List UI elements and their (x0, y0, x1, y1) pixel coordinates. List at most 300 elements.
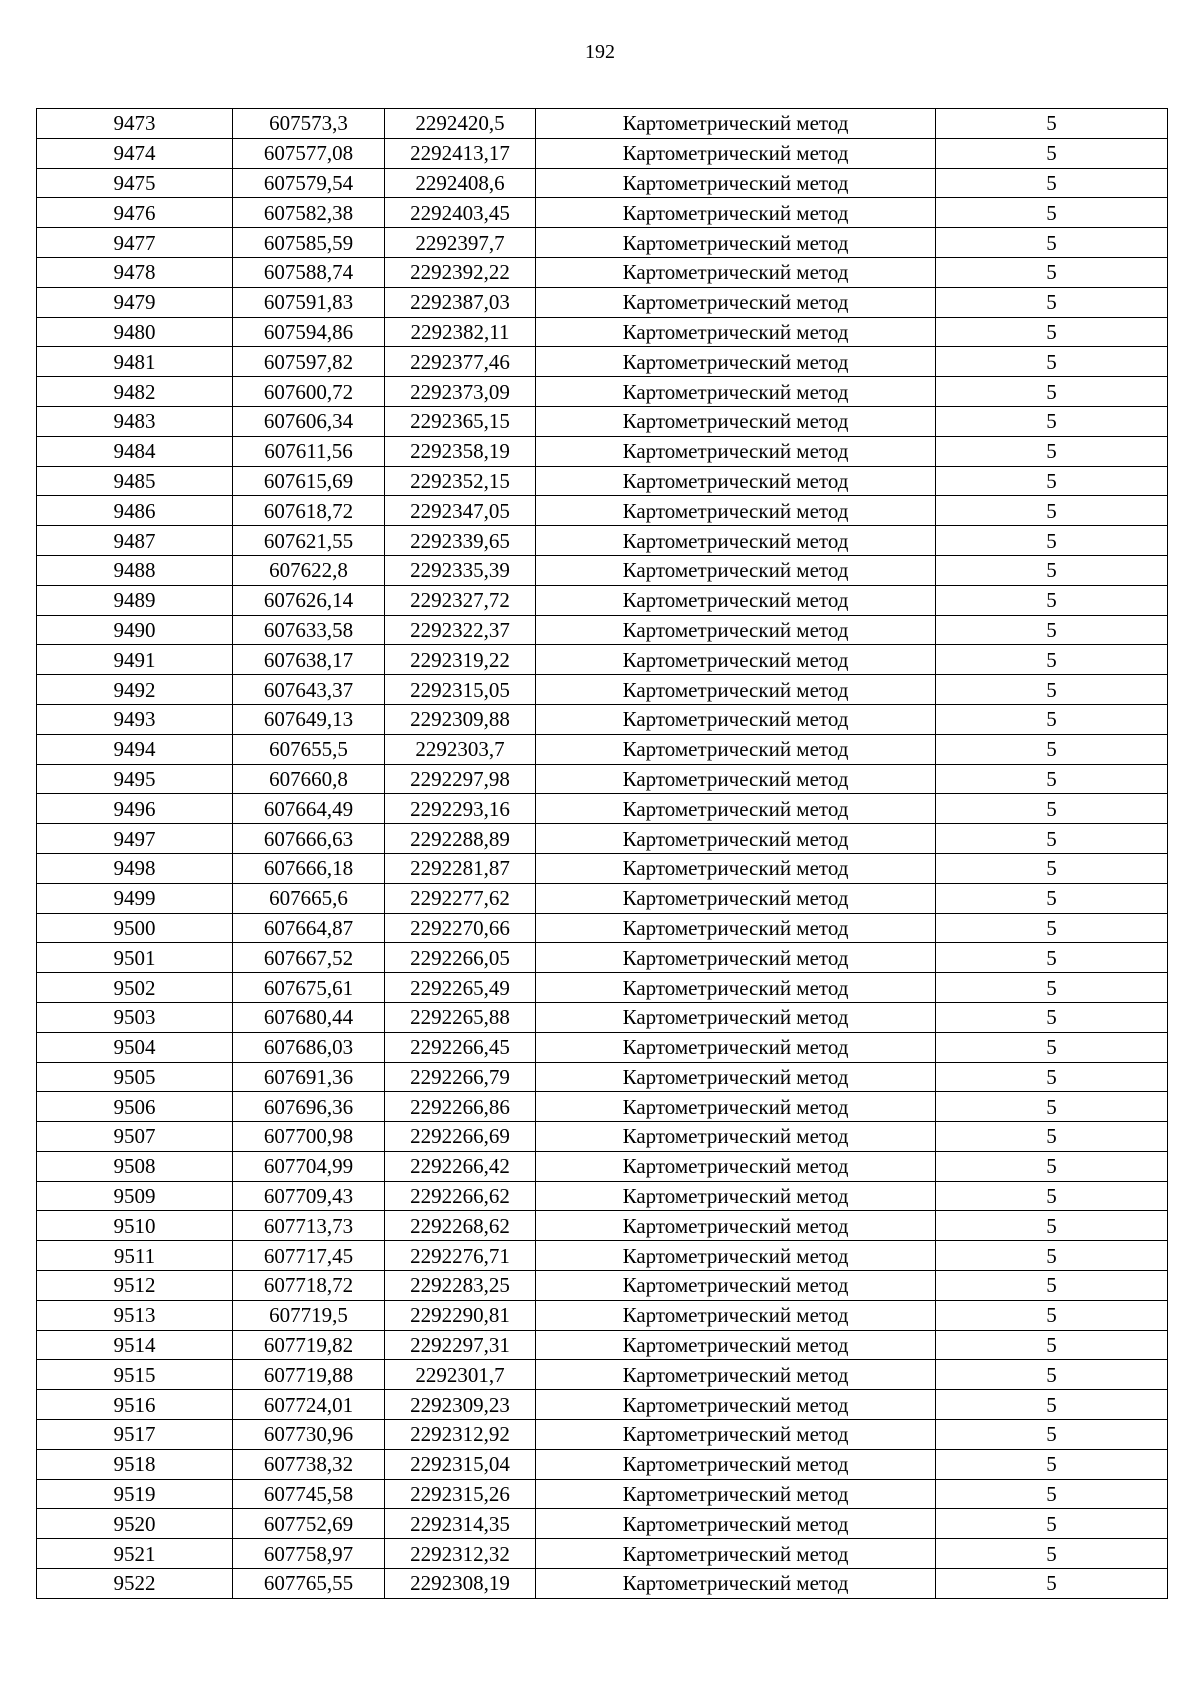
accuracy-cell: 5 (936, 1122, 1168, 1152)
y-coordinate-cell: 2292265,88 (385, 1002, 536, 1032)
y-coordinate-cell: 2292312,32 (385, 1539, 536, 1569)
point-number-cell: 9493 (37, 704, 233, 734)
x-coordinate-cell: 607649,13 (233, 704, 385, 734)
table-row (37, 824, 1168, 854)
accuracy-cell: 5 (936, 287, 1168, 317)
point-number-cell: 9500 (37, 913, 233, 943)
y-coordinate-cell: 2292387,03 (385, 287, 536, 317)
x-coordinate-cell: 607738,32 (233, 1449, 385, 1479)
method-cell: Картометрический метод (536, 585, 936, 615)
y-coordinate-cell: 2292266,45 (385, 1032, 536, 1062)
y-coordinate-cell: 2292315,26 (385, 1479, 536, 1509)
point-number-cell: 9499 (37, 883, 233, 913)
table-row (37, 704, 1168, 734)
point-number-cell: 9514 (37, 1330, 233, 1360)
x-coordinate-cell: 607717,45 (233, 1241, 385, 1271)
y-coordinate-cell: 2292293,16 (385, 794, 536, 824)
method-cell: Картометрический метод (536, 1509, 936, 1539)
method-cell: Картометрический метод (536, 1420, 936, 1450)
x-coordinate-cell: 607591,83 (233, 287, 385, 317)
table-row (37, 138, 1168, 168)
y-coordinate-cell: 2292322,37 (385, 615, 536, 645)
point-number-cell: 9481 (37, 347, 233, 377)
table-row (37, 257, 1168, 287)
y-coordinate-cell: 2292270,66 (385, 913, 536, 943)
accuracy-cell: 5 (936, 1062, 1168, 1092)
method-cell: Картометрический метод (536, 168, 936, 198)
y-coordinate-cell: 2292358,19 (385, 436, 536, 466)
y-coordinate-cell: 2292266,42 (385, 1151, 536, 1181)
method-cell: Картометрический метод (536, 764, 936, 794)
x-coordinate-cell: 607713,73 (233, 1211, 385, 1241)
x-coordinate-cell: 607615,69 (233, 466, 385, 496)
y-coordinate-cell: 2292377,46 (385, 347, 536, 377)
x-coordinate-cell: 607724,01 (233, 1390, 385, 1420)
accuracy-cell: 5 (936, 347, 1168, 377)
table-row (37, 1539, 1168, 1569)
point-number-cell: 9484 (37, 436, 233, 466)
table-row (37, 228, 1168, 258)
table-row (37, 555, 1168, 585)
accuracy-cell: 5 (936, 883, 1168, 913)
table-row (37, 734, 1168, 764)
accuracy-cell: 5 (936, 257, 1168, 287)
y-coordinate-cell: 2292365,15 (385, 406, 536, 436)
table-row (37, 943, 1168, 973)
point-number-cell: 9497 (37, 824, 233, 854)
accuracy-cell: 5 (936, 585, 1168, 615)
accuracy-cell: 5 (936, 109, 1168, 139)
table-row (37, 1449, 1168, 1479)
point-number-cell: 9515 (37, 1360, 233, 1390)
accuracy-cell: 5 (936, 406, 1168, 436)
y-coordinate-cell: 2292347,05 (385, 496, 536, 526)
y-coordinate-cell: 2292308,19 (385, 1569, 536, 1599)
y-coordinate-cell: 2292268,62 (385, 1211, 536, 1241)
point-number-cell: 9505 (37, 1062, 233, 1092)
table-row (37, 526, 1168, 556)
x-coordinate-cell: 607643,37 (233, 675, 385, 705)
x-coordinate-cell: 607577,08 (233, 138, 385, 168)
x-coordinate-cell: 607664,49 (233, 794, 385, 824)
table-row (37, 109, 1168, 139)
method-cell: Картометрический метод (536, 1390, 936, 1420)
point-number-cell: 9491 (37, 645, 233, 675)
point-number-cell: 9475 (37, 168, 233, 198)
method-cell: Картометрический метод (536, 377, 936, 407)
x-coordinate-cell: 607573,3 (233, 109, 385, 139)
y-coordinate-cell: 2292277,62 (385, 883, 536, 913)
table-row (37, 1211, 1168, 1241)
x-coordinate-cell: 607730,96 (233, 1420, 385, 1450)
accuracy-cell: 5 (936, 377, 1168, 407)
y-coordinate-cell: 2292382,11 (385, 317, 536, 347)
accuracy-cell: 5 (936, 913, 1168, 943)
x-coordinate-cell: 607719,88 (233, 1360, 385, 1390)
method-cell: Картометрический метод (536, 1181, 936, 1211)
point-number-cell: 9482 (37, 377, 233, 407)
point-number-cell: 9517 (37, 1420, 233, 1450)
y-coordinate-cell: 2292312,92 (385, 1420, 536, 1450)
method-cell: Картометрический метод (536, 1122, 936, 1152)
x-coordinate-cell: 607579,54 (233, 168, 385, 198)
table-row (37, 1420, 1168, 1450)
accuracy-cell: 5 (936, 1181, 1168, 1211)
method-cell: Картометрический метод (536, 228, 936, 258)
point-number-cell: 9478 (37, 257, 233, 287)
y-coordinate-cell: 2292281,87 (385, 853, 536, 883)
accuracy-cell: 5 (936, 198, 1168, 228)
y-coordinate-cell: 2292266,86 (385, 1092, 536, 1122)
y-coordinate-cell: 2292335,39 (385, 555, 536, 585)
point-number-cell: 9489 (37, 585, 233, 615)
method-cell: Картометрический метод (536, 317, 936, 347)
accuracy-cell: 5 (936, 1390, 1168, 1420)
accuracy-cell: 5 (936, 138, 1168, 168)
y-coordinate-cell: 2292290,81 (385, 1300, 536, 1330)
x-coordinate-cell: 607606,34 (233, 406, 385, 436)
y-coordinate-cell: 2292301,7 (385, 1360, 536, 1390)
table-row (37, 764, 1168, 794)
x-coordinate-cell: 607622,8 (233, 555, 385, 585)
table-row (37, 377, 1168, 407)
x-coordinate-cell: 607696,36 (233, 1092, 385, 1122)
table-row (37, 1271, 1168, 1301)
accuracy-cell: 5 (936, 645, 1168, 675)
x-coordinate-cell: 607660,8 (233, 764, 385, 794)
point-number-cell: 9503 (37, 1002, 233, 1032)
y-coordinate-cell: 2292297,31 (385, 1330, 536, 1360)
method-cell: Картометрический метод (536, 1151, 936, 1181)
accuracy-cell: 5 (936, 436, 1168, 466)
y-coordinate-cell: 2292265,49 (385, 973, 536, 1003)
method-cell: Картометрический метод (536, 913, 936, 943)
table-row (37, 347, 1168, 377)
method-cell: Картометрический метод (536, 1211, 936, 1241)
accuracy-cell: 5 (936, 1092, 1168, 1122)
point-number-cell: 9502 (37, 973, 233, 1003)
table-row (37, 1062, 1168, 1092)
accuracy-cell: 5 (936, 1509, 1168, 1539)
x-coordinate-cell: 607621,55 (233, 526, 385, 556)
table-row (37, 1241, 1168, 1271)
point-number-cell: 9483 (37, 406, 233, 436)
table-row (37, 585, 1168, 615)
y-coordinate-cell: 2292352,15 (385, 466, 536, 496)
method-cell: Картометрический метод (536, 615, 936, 645)
method-cell: Картометрический метод (536, 1360, 936, 1390)
method-cell: Картометрический метод (536, 436, 936, 466)
point-number-cell: 9494 (37, 734, 233, 764)
table-row (37, 317, 1168, 347)
method-cell: Картометрический метод (536, 555, 936, 585)
x-coordinate-cell: 607691,36 (233, 1062, 385, 1092)
table-row (37, 1330, 1168, 1360)
point-number-cell: 9521 (37, 1539, 233, 1569)
point-number-cell: 9508 (37, 1151, 233, 1181)
method-cell: Картометрический метод (536, 138, 936, 168)
accuracy-cell: 5 (936, 824, 1168, 854)
table-row (37, 198, 1168, 228)
accuracy-cell: 5 (936, 1539, 1168, 1569)
x-coordinate-cell: 607719,5 (233, 1300, 385, 1330)
table-row (37, 913, 1168, 943)
method-cell: Картометрический метод (536, 1330, 936, 1360)
point-number-cell: 9479 (37, 287, 233, 317)
accuracy-cell: 5 (936, 615, 1168, 645)
x-coordinate-cell: 607666,18 (233, 853, 385, 883)
x-coordinate-cell: 607680,44 (233, 1002, 385, 1032)
y-coordinate-cell: 2292397,7 (385, 228, 536, 258)
method-cell: Картометрический метод (536, 943, 936, 973)
x-coordinate-cell: 607665,6 (233, 883, 385, 913)
y-coordinate-cell: 2292266,69 (385, 1122, 536, 1152)
accuracy-cell: 5 (936, 943, 1168, 973)
point-number-cell: 9474 (37, 138, 233, 168)
y-coordinate-cell: 2292309,23 (385, 1390, 536, 1420)
accuracy-cell: 5 (936, 764, 1168, 794)
y-coordinate-cell: 2292315,05 (385, 675, 536, 705)
x-coordinate-cell: 607618,72 (233, 496, 385, 526)
method-cell: Картометрический метод (536, 1062, 936, 1092)
table-row (37, 883, 1168, 913)
method-cell: Картометрический метод (536, 973, 936, 1003)
x-coordinate-cell: 607626,14 (233, 585, 385, 615)
y-coordinate-cell: 2292413,17 (385, 138, 536, 168)
table-row (37, 1122, 1168, 1152)
x-coordinate-cell: 607686,03 (233, 1032, 385, 1062)
method-cell: Картометрический метод (536, 257, 936, 287)
table-row (37, 645, 1168, 675)
x-coordinate-cell: 607611,56 (233, 436, 385, 466)
method-cell: Картометрический метод (536, 1300, 936, 1330)
table-row (37, 1002, 1168, 1032)
y-coordinate-cell: 2292339,65 (385, 526, 536, 556)
y-coordinate-cell: 2292408,6 (385, 168, 536, 198)
y-coordinate-cell: 2292392,22 (385, 257, 536, 287)
table-row (37, 168, 1168, 198)
x-coordinate-cell: 607704,99 (233, 1151, 385, 1181)
point-number-cell: 9480 (37, 317, 233, 347)
point-number-cell: 9513 (37, 1300, 233, 1330)
accuracy-cell: 5 (936, 1151, 1168, 1181)
x-coordinate-cell: 607667,52 (233, 943, 385, 973)
point-number-cell: 9516 (37, 1390, 233, 1420)
point-number-cell: 9511 (37, 1241, 233, 1271)
x-coordinate-cell: 607588,74 (233, 257, 385, 287)
method-cell: Картометрический метод (536, 1241, 936, 1271)
point-number-cell: 9512 (37, 1271, 233, 1301)
table-row (37, 1151, 1168, 1181)
point-number-cell: 9496 (37, 794, 233, 824)
table-row (37, 1360, 1168, 1390)
accuracy-cell: 5 (936, 1360, 1168, 1390)
point-number-cell: 9519 (37, 1479, 233, 1509)
table-row (37, 973, 1168, 1003)
table-row (37, 436, 1168, 466)
x-coordinate-cell: 607765,55 (233, 1569, 385, 1599)
point-number-cell: 9522 (37, 1569, 233, 1599)
coordinates-table-body (37, 109, 1168, 1599)
x-coordinate-cell: 607638,17 (233, 645, 385, 675)
method-cell: Картометрический метод (536, 1449, 936, 1479)
accuracy-cell: 5 (936, 1449, 1168, 1479)
point-number-cell: 9485 (37, 466, 233, 496)
method-cell: Картометрический метод (536, 645, 936, 675)
method-cell: Картометрический метод (536, 496, 936, 526)
x-coordinate-cell: 607758,97 (233, 1539, 385, 1569)
table-row (37, 853, 1168, 883)
x-coordinate-cell: 607633,58 (233, 615, 385, 645)
point-number-cell: 9487 (37, 526, 233, 556)
table-row (37, 1569, 1168, 1599)
accuracy-cell: 5 (936, 526, 1168, 556)
y-coordinate-cell: 2292283,25 (385, 1271, 536, 1301)
table-row (37, 1300, 1168, 1330)
accuracy-cell: 5 (936, 1241, 1168, 1271)
coordinates-table (36, 108, 1168, 1599)
point-number-cell: 9490 (37, 615, 233, 645)
method-cell: Картометрический метод (536, 794, 936, 824)
accuracy-cell: 5 (936, 466, 1168, 496)
y-coordinate-cell: 2292266,79 (385, 1062, 536, 1092)
method-cell: Картометрический метод (536, 526, 936, 556)
accuracy-cell: 5 (936, 675, 1168, 705)
table-row (37, 1181, 1168, 1211)
x-coordinate-cell: 607597,82 (233, 347, 385, 377)
table-row (37, 675, 1168, 705)
method-cell: Картометрический метод (536, 347, 936, 377)
y-coordinate-cell: 2292403,45 (385, 198, 536, 228)
method-cell: Картометрический метод (536, 704, 936, 734)
method-cell: Картометрический метод (536, 1479, 936, 1509)
point-number-cell: 9473 (37, 109, 233, 139)
method-cell: Картометрический метод (536, 1002, 936, 1032)
x-coordinate-cell: 607664,87 (233, 913, 385, 943)
method-cell: Картометрический метод (536, 406, 936, 436)
point-number-cell: 9492 (37, 675, 233, 705)
y-coordinate-cell: 2292420,5 (385, 109, 536, 139)
accuracy-cell: 5 (936, 1002, 1168, 1032)
point-number-cell: 9510 (37, 1211, 233, 1241)
x-coordinate-cell: 607718,72 (233, 1271, 385, 1301)
accuracy-cell: 5 (936, 734, 1168, 764)
method-cell: Картометрический метод (536, 734, 936, 764)
table-row (37, 1479, 1168, 1509)
method-cell: Картометрический метод (536, 466, 936, 496)
y-coordinate-cell: 2292276,71 (385, 1241, 536, 1271)
method-cell: Картометрический метод (536, 198, 936, 228)
accuracy-cell: 5 (936, 555, 1168, 585)
y-coordinate-cell: 2292309,88 (385, 704, 536, 734)
accuracy-cell: 5 (936, 1569, 1168, 1599)
x-coordinate-cell: 607709,43 (233, 1181, 385, 1211)
point-number-cell: 9506 (37, 1092, 233, 1122)
point-number-cell: 9498 (37, 853, 233, 883)
y-coordinate-cell: 2292303,7 (385, 734, 536, 764)
method-cell: Картометрический метод (536, 824, 936, 854)
method-cell: Картометрический метод (536, 1569, 936, 1599)
point-number-cell: 9488 (37, 555, 233, 585)
y-coordinate-cell: 2292297,98 (385, 764, 536, 794)
method-cell: Картометрический метод (536, 1032, 936, 1062)
table-row (37, 287, 1168, 317)
x-coordinate-cell: 607585,59 (233, 228, 385, 258)
point-number-cell: 9476 (37, 198, 233, 228)
point-number-cell: 9486 (37, 496, 233, 526)
point-number-cell: 9509 (37, 1181, 233, 1211)
page-number: 192 (585, 41, 615, 63)
method-cell: Картометрический метод (536, 1539, 936, 1569)
y-coordinate-cell: 2292266,62 (385, 1181, 536, 1211)
method-cell: Картометрический метод (536, 287, 936, 317)
method-cell: Картометрический метод (536, 853, 936, 883)
y-coordinate-cell: 2292314,35 (385, 1509, 536, 1539)
accuracy-cell: 5 (936, 794, 1168, 824)
y-coordinate-cell: 2292327,72 (385, 585, 536, 615)
accuracy-cell: 5 (936, 1330, 1168, 1360)
y-coordinate-cell: 2292288,89 (385, 824, 536, 854)
point-number-cell: 9477 (37, 228, 233, 258)
accuracy-cell: 5 (936, 1479, 1168, 1509)
table-row (37, 466, 1168, 496)
accuracy-cell: 5 (936, 1420, 1168, 1450)
accuracy-cell: 5 (936, 228, 1168, 258)
table-row (37, 406, 1168, 436)
table-row (37, 1092, 1168, 1122)
table-row (37, 496, 1168, 526)
x-coordinate-cell: 607600,72 (233, 377, 385, 407)
accuracy-cell: 5 (936, 1032, 1168, 1062)
point-number-cell: 9504 (37, 1032, 233, 1062)
point-number-cell: 9507 (37, 1122, 233, 1152)
table-row (37, 1509, 1168, 1539)
x-coordinate-cell: 607745,58 (233, 1479, 385, 1509)
x-coordinate-cell: 607666,63 (233, 824, 385, 854)
x-coordinate-cell: 607582,38 (233, 198, 385, 228)
accuracy-cell: 5 (936, 1300, 1168, 1330)
point-number-cell: 9520 (37, 1509, 233, 1539)
accuracy-cell: 5 (936, 496, 1168, 526)
method-cell: Картометрический метод (536, 109, 936, 139)
table-row (37, 1390, 1168, 1420)
accuracy-cell: 5 (936, 1271, 1168, 1301)
x-coordinate-cell: 607675,61 (233, 973, 385, 1003)
x-coordinate-cell: 607700,98 (233, 1122, 385, 1152)
y-coordinate-cell: 2292266,05 (385, 943, 536, 973)
method-cell: Картометрический метод (536, 1271, 936, 1301)
table-row (37, 1032, 1168, 1062)
accuracy-cell: 5 (936, 973, 1168, 1003)
x-coordinate-cell: 607655,5 (233, 734, 385, 764)
y-coordinate-cell: 2292319,22 (385, 645, 536, 675)
y-coordinate-cell: 2292315,04 (385, 1449, 536, 1479)
point-number-cell: 9518 (37, 1449, 233, 1479)
x-coordinate-cell: 607752,69 (233, 1509, 385, 1539)
accuracy-cell: 5 (936, 317, 1168, 347)
table-row (37, 794, 1168, 824)
accuracy-cell: 5 (936, 1211, 1168, 1241)
table-row (37, 615, 1168, 645)
accuracy-cell: 5 (936, 168, 1168, 198)
x-coordinate-cell: 607719,82 (233, 1330, 385, 1360)
point-number-cell: 9501 (37, 943, 233, 973)
accuracy-cell: 5 (936, 853, 1168, 883)
method-cell: Картометрический метод (536, 675, 936, 705)
method-cell: Картометрический метод (536, 883, 936, 913)
accuracy-cell: 5 (936, 704, 1168, 734)
y-coordinate-cell: 2292373,09 (385, 377, 536, 407)
